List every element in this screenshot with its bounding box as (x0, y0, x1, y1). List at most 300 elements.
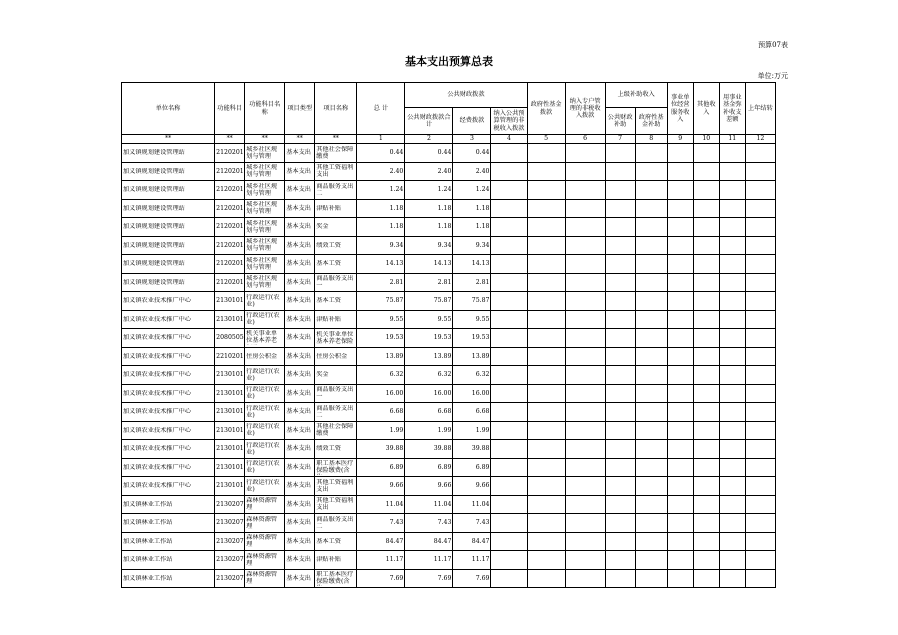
index-cell: 11 (719, 135, 745, 144)
cell-empty (527, 403, 565, 422)
cell-item-name (315, 181, 357, 200)
cell-funding: 84.47 (453, 532, 491, 551)
cell-item-type: 基本支出 (285, 218, 315, 237)
table-row (122, 458, 776, 477)
cell-unit-name (122, 569, 215, 588)
cell-empty (745, 273, 775, 292)
cell-empty (745, 144, 775, 163)
cell-empty (527, 569, 565, 588)
cell-empty (635, 569, 667, 588)
cell-empty (491, 532, 527, 551)
cell-empty (719, 347, 745, 366)
cell-unit-name-text: 加义镇林业工作站 (123, 500, 173, 508)
cell-empty (667, 403, 693, 422)
cell-unit-name (122, 532, 215, 551)
cell-item-name (315, 144, 357, 163)
cell-empty (745, 403, 775, 422)
cell-funding: 2.81 (453, 273, 491, 292)
cell-empty (565, 181, 605, 200)
cell-empty (667, 347, 693, 366)
cell-func-name-text: 住房公积金 (246, 352, 278, 360)
cell-empty (745, 292, 775, 311)
cell-empty (565, 514, 605, 533)
index-cell: 2 (405, 135, 453, 144)
cell-func-name (245, 551, 285, 570)
cell-empty (667, 310, 693, 329)
cell-empty (635, 199, 667, 218)
index-cell: 7 (605, 135, 635, 144)
cell-funding: 1.99 (453, 421, 491, 440)
cell-item-name (315, 366, 357, 385)
cell-empty (527, 384, 565, 403)
cell-total: 16.00 (357, 384, 405, 403)
header-public-fund: 公共财政拨款 (405, 83, 527, 108)
cell-empty (693, 569, 719, 588)
cell-empty (719, 514, 745, 533)
cell-unit-name-text: 加义镇农业技术推广中心 (123, 297, 192, 305)
cell-empty (667, 255, 693, 274)
cell-item-name-text: 奖金 (316, 371, 329, 379)
header-carryover: 上年结转 (745, 83, 775, 135)
cell-func-code: 2130101 (215, 458, 245, 477)
cell-empty (745, 514, 775, 533)
cell-empty (719, 440, 745, 459)
cell-empty (635, 292, 667, 311)
cell-public-sub: 6.32 (405, 366, 453, 385)
cell-empty (605, 569, 635, 588)
cell-empty (667, 495, 693, 514)
table-row (122, 199, 776, 218)
cell-empty (527, 551, 565, 570)
cell-item-type: 基本支出 (285, 366, 315, 385)
cell-empty (635, 310, 667, 329)
cell-empty (719, 181, 745, 200)
cell-empty (745, 255, 775, 274)
cell-empty (667, 458, 693, 477)
cell-func-code: 2130101 (215, 477, 245, 496)
cell-total: 75.87 (357, 292, 405, 311)
cell-total: 19.53 (357, 329, 405, 348)
cell-total: 9.66 (357, 477, 405, 496)
cell-empty (719, 144, 745, 163)
cell-empty (745, 384, 775, 403)
cell-total: 11.04 (357, 495, 405, 514)
cell-empty (745, 366, 775, 385)
cell-item-type: 基本支出 (285, 421, 315, 440)
cell-empty (745, 218, 775, 237)
cell-unit-name (122, 292, 215, 311)
cell-unit-name (122, 440, 215, 459)
cell-total: 2.81 (357, 273, 405, 292)
cell-item-name-text: 基本工资 (316, 297, 341, 305)
cell-item-name-text: 职工基本医疗保险缴费(含 (316, 459, 354, 474)
cell-func-code: 2130101 (215, 366, 245, 385)
index-cell: 4 (491, 135, 527, 144)
cell-unit-name (122, 199, 215, 218)
table-row (122, 366, 776, 385)
cell-item-name-text: 基本工资 (316, 260, 341, 268)
index-cell: 12 (745, 135, 775, 144)
cell-unit-name-text: 加义镇规划建设管理站 (123, 149, 185, 157)
cell-empty (491, 255, 527, 274)
cell-item-name (315, 329, 357, 348)
cell-empty (605, 366, 635, 385)
table-row (122, 181, 776, 200)
cell-unit-name-text: 加义镇农业技术推广中心 (123, 334, 192, 342)
cell-empty (565, 199, 605, 218)
cell-item-name-text: 商品服务支出一 (316, 386, 354, 401)
cell-empty (605, 403, 635, 422)
cell-funding: 39.88 (453, 440, 491, 459)
cell-unit-name (122, 218, 215, 237)
cell-empty (635, 458, 667, 477)
cell-funding: 7.69 (453, 569, 491, 588)
cell-empty (719, 310, 745, 329)
cell-public-sub: 6.89 (405, 458, 453, 477)
page-title: 基本支出预算总表 (405, 55, 493, 68)
cell-func-code: 2130207 (215, 532, 245, 551)
cell-empty (635, 273, 667, 292)
cell-func-code: 2130101 (215, 403, 245, 422)
cell-unit-name (122, 162, 215, 181)
cell-unit-name (122, 495, 215, 514)
cell-empty (667, 236, 693, 255)
cell-empty (605, 347, 635, 366)
cell-empty (491, 218, 527, 237)
cell-empty (693, 384, 719, 403)
cell-empty (565, 458, 605, 477)
cell-empty (719, 292, 745, 311)
cell-func-name (245, 514, 285, 533)
cell-func-name (245, 329, 285, 348)
cell-item-type: 基本支出 (285, 144, 315, 163)
table-row (122, 569, 776, 588)
cell-empty (745, 347, 775, 366)
index-cell: ** (215, 135, 245, 144)
cell-empty (527, 458, 565, 477)
cell-item-name-text: 其他社会保障缴费 (316, 145, 354, 160)
cell-empty (605, 292, 635, 311)
index-cell: 5 (527, 135, 565, 144)
cell-empty (491, 236, 527, 255)
cell-empty (527, 347, 565, 366)
cell-empty (667, 384, 693, 403)
cell-empty (693, 329, 719, 348)
table-row (122, 329, 776, 348)
cell-unit-name-text: 加义镇农业技术推广中心 (123, 408, 192, 416)
table-row (122, 384, 776, 403)
cell-public-sub: 9.66 (405, 477, 453, 496)
cell-total: 1.18 (357, 199, 405, 218)
cell-func-name (245, 495, 285, 514)
cell-empty (693, 199, 719, 218)
cell-empty (693, 273, 719, 292)
cell-total: 0.44 (357, 144, 405, 163)
cell-empty (565, 329, 605, 348)
header-upper-gov: 政府性基金补助 (635, 108, 667, 135)
cell-empty (635, 403, 667, 422)
cell-unit-name-text: 加义镇农业技术推广中心 (123, 371, 192, 379)
header-business-income: 事业单位经营服务收入 (667, 83, 693, 135)
cell-empty (667, 551, 693, 570)
table-row (122, 218, 776, 237)
cell-funding: 11.17 (453, 551, 491, 570)
cell-empty (491, 384, 527, 403)
cell-public-sub: 1.18 (405, 218, 453, 237)
cell-empty (491, 273, 527, 292)
cell-empty (605, 236, 635, 255)
cell-func-code: 2120201 (215, 273, 245, 292)
cell-empty (719, 236, 745, 255)
cell-item-type: 基本支出 (285, 255, 315, 274)
cell-empty (491, 477, 527, 496)
cell-empty (635, 495, 667, 514)
cell-empty (745, 329, 775, 348)
cell-item-name (315, 403, 357, 422)
cell-total: 7.69 (357, 569, 405, 588)
cell-empty (719, 532, 745, 551)
cell-empty (719, 495, 745, 514)
cell-empty (745, 458, 775, 477)
cell-public-sub: 39.88 (405, 440, 453, 459)
cell-item-type: 基本支出 (285, 514, 315, 533)
table-row (122, 162, 776, 181)
cell-func-code: 2130101 (215, 292, 245, 311)
cell-empty (719, 273, 745, 292)
cell-empty (693, 495, 719, 514)
cell-empty (693, 532, 719, 551)
index-row (122, 135, 776, 144)
cell-func-code: 2130101 (215, 310, 245, 329)
cell-unit-name-text: 加义镇规划建设管理站 (123, 167, 185, 175)
cell-item-name-text: 机关事业单位基本养老保险 (316, 330, 354, 345)
cell-unit-name-text: 加义镇农业技术推广中心 (123, 426, 192, 434)
cell-funding: 75.87 (453, 292, 491, 311)
cell-unit-name-text: 加义镇林业工作站 (123, 519, 173, 527)
cell-func-name-text: 城乡社区规划与管理 (246, 182, 278, 197)
header-unit-name: 单位名称 (122, 83, 215, 135)
cell-item-name-text: 其他社会保障缴费 (316, 423, 354, 438)
cell-empty (565, 551, 605, 570)
cell-empty (527, 477, 565, 496)
cell-empty (635, 255, 667, 274)
cell-empty (605, 477, 635, 496)
cell-item-name (315, 495, 357, 514)
cell-empty (693, 514, 719, 533)
header-upper-public: 公共财政补助 (605, 108, 635, 135)
cell-funding: 11.04 (453, 495, 491, 514)
cell-item-name-text: 商品服务支出二 (316, 404, 354, 419)
cell-item-type: 基本支出 (285, 310, 315, 329)
cell-empty (719, 384, 745, 403)
cell-empty (667, 569, 693, 588)
cell-public-sub: 11.04 (405, 495, 453, 514)
cell-empty (491, 495, 527, 514)
cell-funding: 13.89 (453, 347, 491, 366)
cell-empty (527, 329, 565, 348)
cell-empty (693, 366, 719, 385)
cell-empty (745, 532, 775, 551)
cell-empty (745, 199, 775, 218)
cell-empty (667, 273, 693, 292)
cell-func-name (245, 458, 285, 477)
budget-table (121, 82, 776, 588)
cell-empty (605, 144, 635, 163)
cell-empty (693, 421, 719, 440)
cell-item-type: 基本支出 (285, 551, 315, 570)
cell-item-type: 基本支出 (285, 292, 315, 311)
cell-empty (719, 366, 745, 385)
cell-func-name-text: 机关事业单位基本养老 (246, 330, 278, 345)
cell-empty (605, 551, 635, 570)
cell-unit-name-text: 加义镇林业工作站 (123, 537, 173, 545)
cell-funding: 9.55 (453, 310, 491, 329)
cell-empty (635, 218, 667, 237)
cell-empty (565, 347, 605, 366)
cell-empty (719, 403, 745, 422)
cell-unit-name (122, 310, 215, 329)
index-cell: 3 (453, 135, 491, 144)
cell-empty (527, 532, 565, 551)
cell-empty (635, 347, 667, 366)
header-gov-fund: 政府性基金拨款 (527, 83, 565, 135)
cell-item-name (315, 236, 357, 255)
index-cell: 1 (357, 135, 405, 144)
cell-total: 6.68 (357, 403, 405, 422)
cell-public-sub: 13.89 (405, 347, 453, 366)
cell-total: 13.89 (357, 347, 405, 366)
cell-func-name-text: 行政运行(农业) (246, 423, 280, 438)
cell-empty (605, 458, 635, 477)
cell-empty (565, 384, 605, 403)
cell-empty (693, 181, 719, 200)
cell-empty (491, 310, 527, 329)
cell-empty (745, 421, 775, 440)
cell-unit-name-text: 加义镇规划建设管理站 (123, 186, 185, 194)
cell-item-type: 基本支出 (285, 181, 315, 200)
cell-item-name-text: 奖金 (316, 223, 329, 231)
cell-funding: 19.53 (453, 329, 491, 348)
cell-unit-name (122, 347, 215, 366)
cell-public-sub: 1.24 (405, 181, 453, 200)
cell-func-name-text: 森林资源管理 (246, 571, 278, 586)
cell-funding: 6.68 (453, 403, 491, 422)
cell-func-code: 2130101 (215, 440, 245, 459)
cell-unit-name (122, 329, 215, 348)
index-cell: 8 (635, 135, 667, 144)
cell-empty (693, 162, 719, 181)
cell-func-name (245, 273, 285, 292)
cell-func-name-text: 行政运行(农业) (246, 441, 280, 456)
cell-item-type: 基本支出 (285, 569, 315, 588)
cell-item-name-text: 津贴补贴 (316, 556, 341, 564)
cell-empty (605, 218, 635, 237)
cell-public-sub: 19.53 (405, 329, 453, 348)
cell-empty (635, 532, 667, 551)
cell-item-type: 基本支出 (285, 458, 315, 477)
cell-func-code: 2130101 (215, 384, 245, 403)
cell-funding: 0.44 (453, 144, 491, 163)
header-item-type: 项目类型 (285, 83, 315, 135)
cell-func-name-text: 城乡社区规划与管理 (246, 256, 278, 271)
cell-empty (565, 292, 605, 311)
cell-empty (605, 162, 635, 181)
cell-func-code: 2130207 (215, 569, 245, 588)
cell-empty (527, 144, 565, 163)
cell-empty (491, 569, 527, 588)
cell-empty (527, 162, 565, 181)
cell-empty (719, 162, 745, 181)
cell-empty (745, 440, 775, 459)
header-total: 总 计 (357, 83, 405, 135)
cell-item-type: 基本支出 (285, 273, 315, 292)
cell-func-code: 2130207 (215, 495, 245, 514)
cell-func-name (245, 162, 285, 181)
cell-empty (635, 384, 667, 403)
cell-func-name-text: 森林资源管理 (246, 534, 278, 549)
cell-item-name-text: 商品服务支出二 (316, 182, 354, 197)
cell-empty (491, 292, 527, 311)
header-func-code: 功能科目 (215, 83, 245, 135)
cell-empty (719, 551, 745, 570)
cell-item-name (315, 532, 357, 551)
cell-func-code: 2120201 (215, 236, 245, 255)
cell-func-name-text: 森林资源管理 (246, 515, 278, 530)
cell-func-name-text: 行政运行(农业) (246, 367, 280, 382)
cell-public-sub: 9.34 (405, 236, 453, 255)
cell-empty (565, 440, 605, 459)
cell-empty (491, 421, 527, 440)
header-public-sub: 公共财政拨款合计 (405, 108, 453, 135)
cell-item-name (315, 514, 357, 533)
cell-empty (565, 477, 605, 496)
table-row (122, 403, 776, 422)
cell-empty (491, 162, 527, 181)
cell-empty (667, 181, 693, 200)
index-cell: ** (285, 135, 315, 144)
cell-empty (527, 236, 565, 255)
cell-funding: 14.13 (453, 255, 491, 274)
cell-func-name (245, 403, 285, 422)
cell-empty (635, 514, 667, 533)
cell-item-name (315, 569, 357, 588)
cell-unit-name (122, 255, 215, 274)
cell-func-code: 2080505 (215, 329, 245, 348)
cell-unit-name-text: 加义镇林业工作站 (123, 556, 173, 564)
cell-funding: 6.32 (453, 366, 491, 385)
cell-empty (491, 366, 527, 385)
cell-empty (635, 236, 667, 255)
cell-empty (565, 366, 605, 385)
cell-func-name (245, 218, 285, 237)
cell-item-name (315, 273, 357, 292)
cell-func-name (245, 255, 285, 274)
cell-empty (605, 199, 635, 218)
cell-total: 1.24 (357, 181, 405, 200)
cell-empty (635, 329, 667, 348)
cell-empty (527, 255, 565, 274)
cell-empty (491, 551, 527, 570)
cell-empty (527, 273, 565, 292)
cell-empty (491, 144, 527, 163)
index-cell: ** (315, 135, 357, 144)
index-cell: 6 (565, 135, 605, 144)
cell-empty (527, 310, 565, 329)
cell-unit-name (122, 181, 215, 200)
cell-unit-name-text: 加义镇规划建设管理站 (123, 278, 185, 286)
cell-empty (527, 495, 565, 514)
table-row (122, 292, 776, 311)
